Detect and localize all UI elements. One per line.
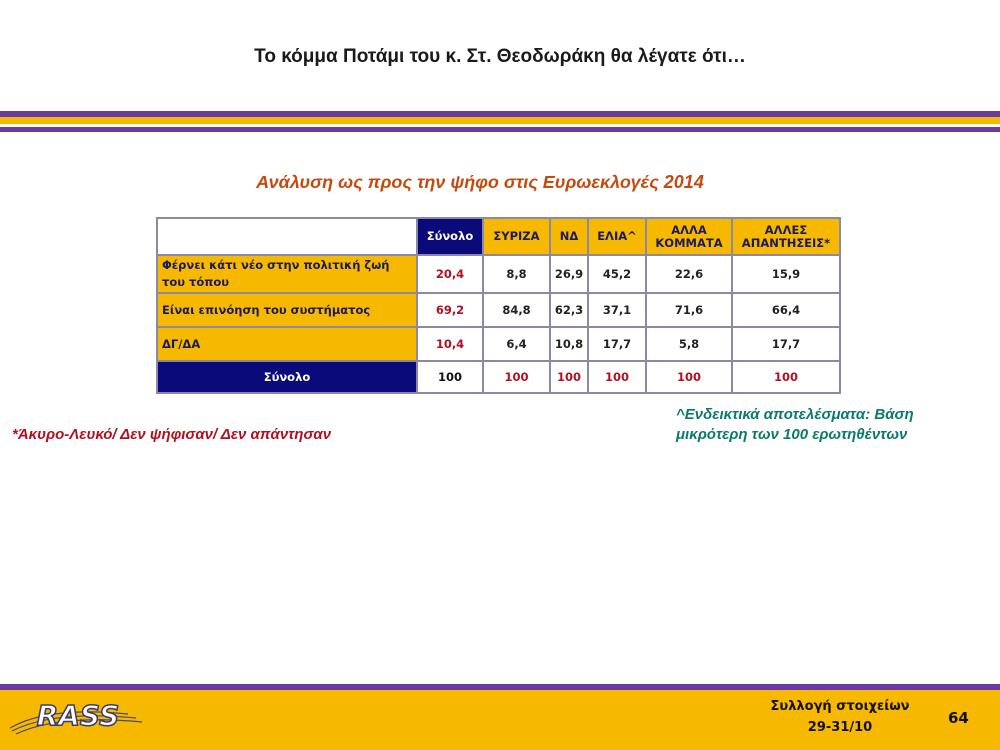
slide-title: Το κόμμα Ποτάμι του κ. Στ. Θεοδωράκη θα λέγατε ότι… bbox=[254, 46, 746, 67]
page-number: 64 bbox=[948, 709, 969, 727]
table-cell: 15,9 bbox=[732, 255, 840, 293]
table-total-row bbox=[157, 361, 840, 393]
table-cell: 100 bbox=[732, 361, 840, 393]
collection-info bbox=[760, 696, 920, 738]
table-cell: 37,1 bbox=[588, 293, 646, 327]
footnote-line: ^Ενδεικτικά αποτελέσματα: Βάση bbox=[676, 406, 914, 423]
table-cell: 26,9 bbox=[550, 255, 588, 293]
table-cell: 17,7 bbox=[732, 327, 840, 361]
rass-logo-text: RASS bbox=[36, 699, 120, 732]
results-table bbox=[156, 217, 841, 394]
table-cell: 5,8 bbox=[646, 327, 732, 361]
footnote-indicative bbox=[676, 405, 976, 445]
rass-logo bbox=[8, 694, 148, 736]
collection-dates: 29-31/10 bbox=[807, 720, 873, 735]
table-cell: 10,8 bbox=[550, 327, 588, 361]
table-row bbox=[157, 255, 840, 293]
table-cell: 17,7 bbox=[588, 327, 646, 361]
table-cell: 100 bbox=[646, 361, 732, 393]
row-label: Είναι επινόηση του συστήματος bbox=[157, 293, 417, 327]
table-cell: 100 bbox=[588, 361, 646, 393]
table-cell: 100 bbox=[483, 361, 550, 393]
table-subtitle: Ανάλυση ως προς την ψήφο στις Ευρωεκλογές 2014 bbox=[256, 172, 704, 192]
table-cell: 71,6 bbox=[646, 293, 732, 327]
footnote-line: μικρότερη των 100 ερωτηθέντων bbox=[676, 426, 908, 443]
row-label: Φέρνει κάτι νέο στην πολιτική ζωή του τόπου bbox=[157, 255, 417, 293]
column-header: Σύνολο bbox=[417, 218, 483, 255]
column-header: ΕΛΙΑ^ bbox=[588, 218, 646, 255]
table-row bbox=[157, 327, 840, 361]
table-cell: 20,4 bbox=[417, 255, 483, 293]
collection-label: Συλλογή στοιχείων bbox=[770, 699, 910, 714]
table-cell: 8,8 bbox=[483, 255, 550, 293]
table-row bbox=[157, 293, 840, 327]
table-cell: 100 bbox=[550, 361, 588, 393]
column-header: ΑΛΛΑ ΚΟΜΜΑΤΑ bbox=[646, 218, 732, 255]
total-row-label: Σύνολο bbox=[157, 361, 417, 393]
table-cell: 6,4 bbox=[483, 327, 550, 361]
column-header: ΣΥΡΙΖΑ bbox=[483, 218, 550, 255]
column-header: ΝΔ bbox=[550, 218, 588, 255]
table-cell: 10,4 bbox=[417, 327, 483, 361]
table-cell: 69,2 bbox=[417, 293, 483, 327]
table-header-row bbox=[157, 218, 840, 255]
table-cell: 45,2 bbox=[588, 255, 646, 293]
footnote-other-answers: *Άκυρο-Λευκό/ Δεν ψήφισαν/ Δεν απάντησαν bbox=[12, 426, 332, 443]
table-corner-cell bbox=[157, 218, 417, 255]
table-cell: 62,3 bbox=[550, 293, 588, 327]
table-cell: 22,6 bbox=[646, 255, 732, 293]
row-label: ΔΓ/ΔΑ bbox=[157, 327, 417, 361]
table-cell: 100 bbox=[417, 361, 483, 393]
table-cell: 66,4 bbox=[732, 293, 840, 327]
table-cell: 84,8 bbox=[483, 293, 550, 327]
column-header: ΑΛΛΕΣ ΑΠΑΝΤΗΣΕΙΣ* bbox=[732, 218, 840, 255]
